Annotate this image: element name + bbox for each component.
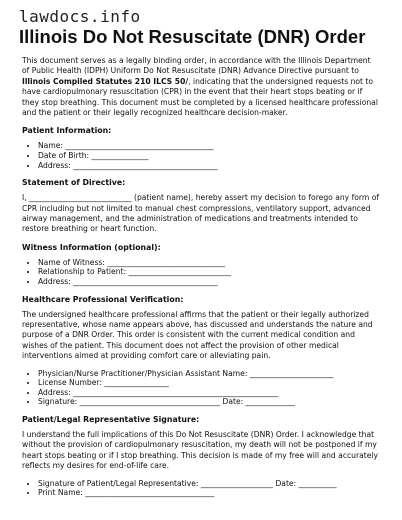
witness-info-list [22, 258, 380, 287]
intro-statute: Illinois Compiled Statutes 210 ILCS 50/ [22, 76, 189, 86]
representative-print-name-field[interactable]: • Print Name: __________________________________ [38, 488, 380, 498]
intro-text-pre: This document serves as a legally binding order, in accordance with the Illinois Department of Public Health (IDPH) Uniform Do Not Resuscitate (DNR) Advance Directive pursuant to [22, 56, 371, 76]
page-title: Illinois Do Not Resuscitate (DNR) Order [19, 26, 366, 47]
site-brand: lawdocs.info [19, 7, 141, 26]
professional-name-field[interactable]: • Physician/Nurse Practitioner/Physician Assistant Name: ______________________ [38, 369, 380, 379]
statement-paragraph: I, ___________________________ (patient name), hereby assert my decision to forego any form of CPR including but not limited to manual chest compressions, ventilatory support, advanced airway management, and the administration of medications and treatments intended to restore breathing or heart function. [22, 193, 380, 234]
professional-address-field[interactable]: • Address: ______________________________________________________ [38, 388, 380, 398]
witness-name-field[interactable]: • Name of Witness: _______________________________ [38, 258, 380, 268]
witness-info-heading: Witness Information (optional): [22, 242, 161, 252]
statement-heading: Statement of Directive: [22, 178, 126, 188]
representative-signature-field[interactable]: • Signature of Patient/Legal Representative: ___________________ Date: __________ [38, 479, 380, 489]
intro-text-post: , indicating that the undersigned requests not to have cardiopulmonary resuscitation (CPR) in the event that their heart stops beating or if they stop breathing. This document must be completed by a licensed healthcare professional and the patient or their legally recognized healthcare decision-maker. [22, 76, 378, 118]
patient-name-field[interactable]: • Name: _______________________________________ [38, 141, 380, 151]
patient-info-heading: Patient Information: [22, 126, 112, 136]
witness-relationship-field[interactable]: • Relationship to Patient: ___________________________ [38, 267, 380, 277]
representative-heading: Patient/Legal Representative Signature: [22, 415, 200, 425]
representative-list [22, 479, 380, 498]
professional-heading: Healthcare Professional Verification: [22, 294, 184, 304]
patient-dob-field[interactable]: • Date of Birth: _______________ [38, 151, 380, 161]
professional-paragraph: The undersigned healthcare professional affirms that the patient or their legally authorized representative, whose name appears above, has discussed and understands the nature and purpose of a DNR Order. This order is consistent with the current medical condition and wishes of the patient. This document does not affect the provision of other medical interventions aimed at providing comfort care or alleviating pain. [22, 309, 373, 361]
professional-list [22, 369, 380, 407]
patient-info-list [22, 141, 380, 170]
representative-paragraph: I understand the full implications of this Do Not Resuscitate (DNR) Order. I acknowledge that without the provision of cardiopulmonary resuscitation, my death will not be postponed if my heart stops beating or if I stop breathing. This decision is made of my free will and accurately reflects my desires for end-of-life care. [22, 430, 379, 471]
intro-paragraph [22, 56, 380, 118]
witness-address-field[interactable]: • Address: ______________________________________ [38, 277, 380, 287]
patient-address-field[interactable]: • Address: ______________________________________ [38, 161, 380, 171]
license-number-field[interactable]: • License Number: _________________ [38, 378, 380, 388]
professional-signature-field[interactable]: • Signature: _____________________________________ Date: _____________ [38, 397, 380, 407]
